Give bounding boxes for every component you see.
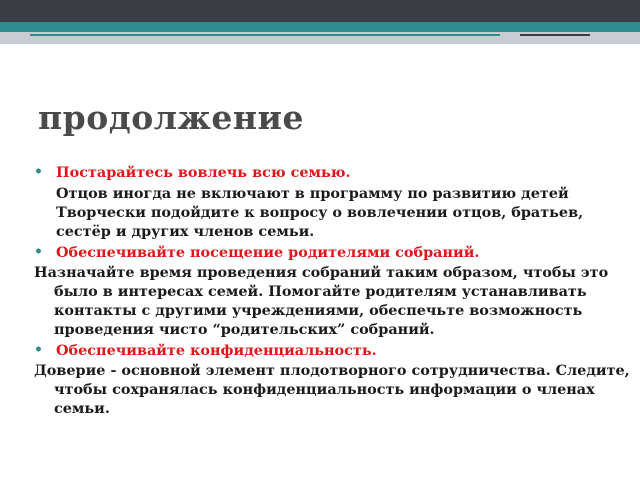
- section-body: Отцов иногда не включают в программу по развитию детей Творчески подойдите к вопросу о вовлечении отцов, братьев, сестёр и других членов семьи.: [56, 185, 584, 240]
- bullet-item-1: [34, 163, 630, 241]
- section-body: Доверие - основной элемент плодотворного сотрудничества. Следите, чтобы сохранялась конфиденциальность информации о членах семьи.: [34, 362, 630, 417]
- bullet-item-2: [34, 243, 630, 262]
- bullet-item-3: [34, 341, 630, 360]
- section-heading: Постарайтесь вовлечь всю семью.: [56, 164, 351, 181]
- bullet-dot-icon: •: [34, 342, 43, 358]
- section-heading: Обеспечивайте посещение родителями собраний.: [56, 244, 480, 261]
- slide-content: [34, 163, 630, 418]
- slide-title: продолжение: [38, 98, 304, 137]
- accent-line-left: [30, 34, 500, 36]
- bullet-dot-icon: •: [34, 164, 43, 180]
- bullet-dot-icon: •: [34, 244, 43, 260]
- accent-line-right: [520, 34, 590, 36]
- top-dark-band: [0, 0, 640, 22]
- section-body: Назначайте время проведения собраний таким образом, чтобы это было в интересах семей. Помогайте родителям устанавливать контакты с другими учреждениями, обеспечьте возможность проведения чисто “родительских” собраний.: [34, 264, 609, 338]
- section-heading: Обеспечивайте конфиденциальность.: [56, 342, 377, 359]
- top-teal-band: [0, 22, 640, 32]
